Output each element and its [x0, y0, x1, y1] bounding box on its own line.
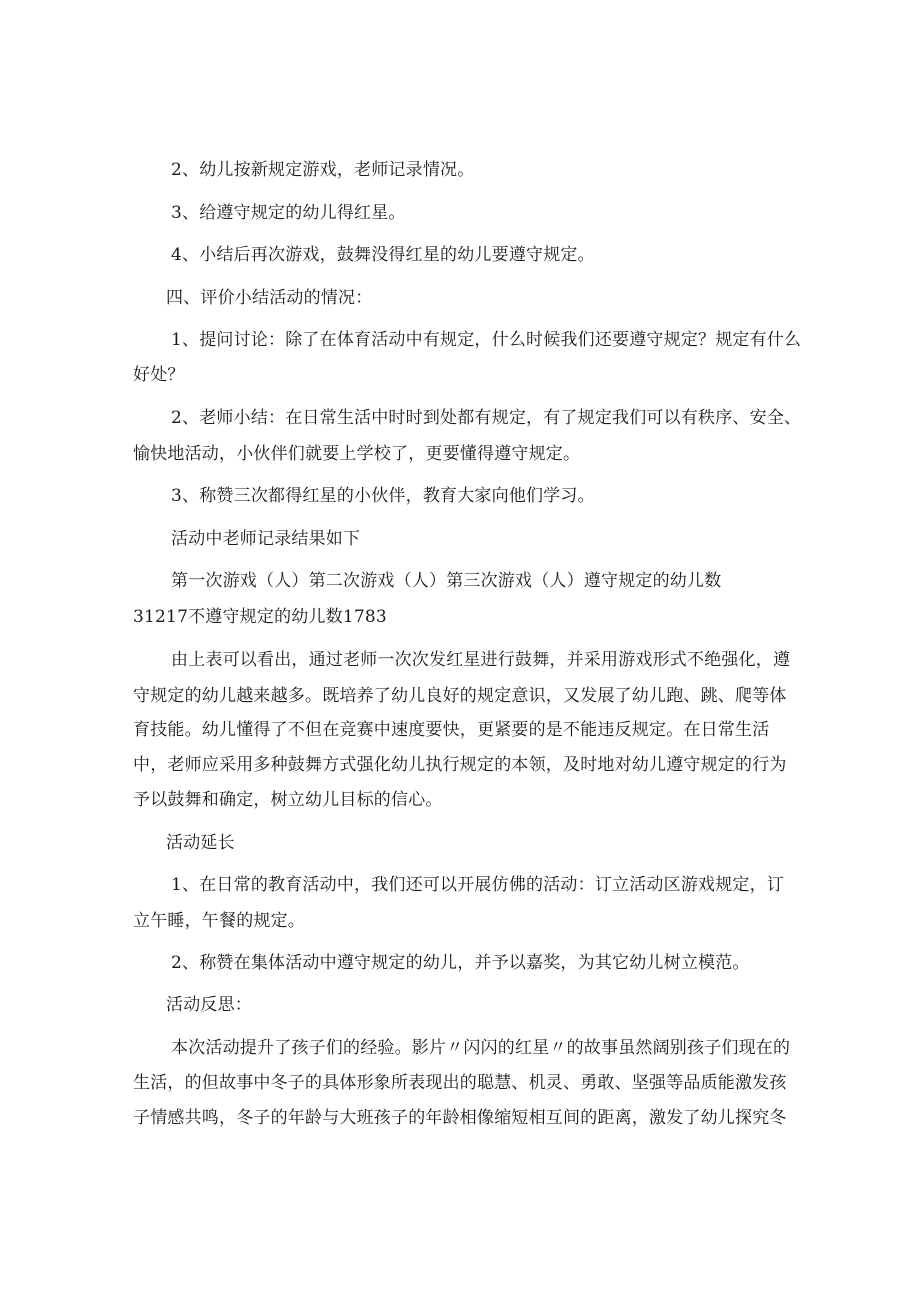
extension-item-1-cont: 立午睡，午餐的规定。 [133, 911, 305, 931]
analysis-paragraph-line-4: 中，老师应采用多种鼓舞方式强化幼儿执行规定的本领，及时地对幼儿遵守规定的行为 [133, 755, 787, 775]
step-3-line: 3、给遵守规定的幼儿得红星。 [171, 203, 406, 223]
reflection-paragraph-line-2: 生活，的但故事中冬子的具体形象所表现出的聪慧、机灵、勇敢、坚强等品质能激发孩 [133, 1073, 787, 1093]
reflection-paragraph-line-1: 本次活动提升了孩子们的经验。影片〃闪闪的红星〃的故事虽然阔别孩子们现在的 [171, 1038, 791, 1058]
step-2-line: 2、幼儿按新规定游戏，老师记录情况。 [171, 160, 475, 180]
reflection-paragraph-line-3: 子情感共鸣，冬子的年龄与大班孩子的年龄相像缩短相互间的距离，激发了幼儿探究冬 [133, 1108, 787, 1128]
analysis-paragraph-line-3: 育技能。幼儿懂得了不但在竞赛中速度要快，更紧要的是不能违反规定。在日常生活 [133, 720, 770, 740]
extension-item-1: 1、在日常的教育活动中，我们还可以开展仿佛的活动：订立活动区游戏规定，订 [171, 875, 785, 895]
discussion-item-1: 1、提问讨论：除了在体育活动中有规定，什么时候我们还要遵守规定？规定有什么 [171, 330, 802, 350]
section-4-heading: 四、评价小结活动的情况： [166, 288, 373, 308]
extension-item-2: 2、称赞在集体活动中遵守规定的幼儿，并予以嘉奖，为其它幼儿树立模范。 [171, 953, 750, 973]
analysis-paragraph-line-1: 由上表可以看出，通过老师一次次发红星进行鼓舞，并采用游戏形式不绝强化，遵 [171, 650, 791, 670]
record-table-header: 第一次游戏（人）第二次游戏（人）第三次游戏（人）遵守规定的幼儿数 [171, 571, 722, 591]
discussion-item-2: 2、老师小结：在日常生活中时时到处都有规定，有了规定我们可以有秩序、安全、 [171, 408, 802, 428]
reflection-heading: 活动反思： [166, 995, 252, 1015]
extension-heading: 活动延长 [166, 833, 235, 853]
record-intro: 活动中老师记录结果如下 [171, 529, 361, 549]
discussion-item-3: 3、称赞三次都得红星的小伙伴，教育大家向他们学习。 [171, 486, 595, 506]
record-table-values: 31217不遵守规定的幼儿数1783 [133, 607, 387, 627]
step-4-line: 4、小结后再次游戏，鼓舞没得红星的幼儿要遵守规定。 [171, 245, 595, 265]
analysis-paragraph-line-5: 予以鼓舞和确定，树立幼儿目标的信心。 [133, 790, 443, 810]
discussion-item-2-cont: 愉快地活动，小伙伴们就要上学校了，更要懂得遵守规定。 [133, 444, 581, 464]
analysis-paragraph-line-2: 守规定的幼儿越来越多。既培养了幼儿良好的规定意识，又发展了幼儿跑、跳、爬等体 [133, 686, 787, 706]
discussion-item-1-cont: 好处？ [133, 365, 185, 385]
